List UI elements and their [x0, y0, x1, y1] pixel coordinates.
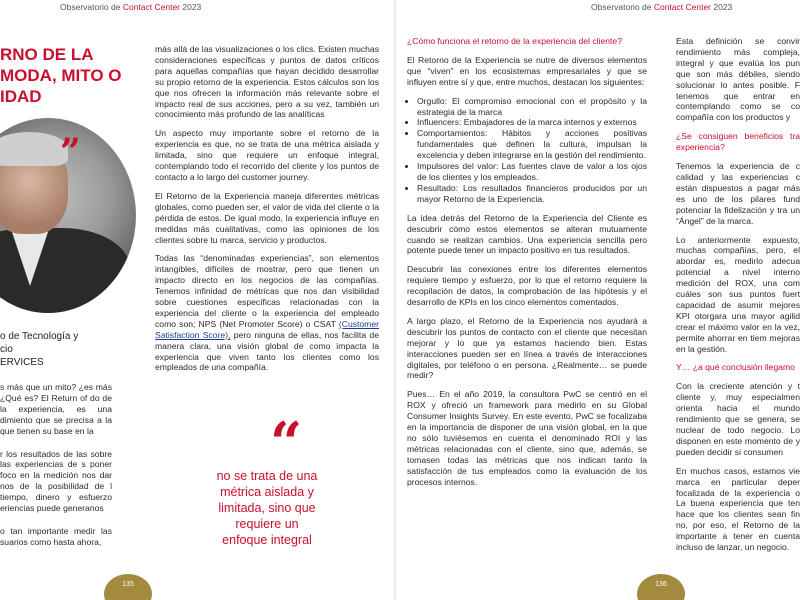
paragraph: s más que un mito? ¿es más ¿Qué es? El Return of do de la experiencia, es una dimiento que se precisa a la que tienen su base en la	[0, 382, 112, 436]
section-heading: Y… ¿a qué conclusión llegamo	[676, 362, 795, 373]
left-column-2	[155, 44, 379, 381]
list-item: • Comportamientos: Hábitos y acciones positivas fundamentales que definen la cultura, impulsan la excelencia y deben integrarse en la gestión del rendimiento.	[417, 128, 647, 161]
paragraph: Esta definición se convir rendimiento más compleja, integral y que evalúa los pun que son más débiles, siendo solucionar lo antes posible. F tenemos que entrar en contemplando como se co compañía con los productos y	[676, 36, 800, 123]
paragraph: Con la creciente atención y t cliente y, muy especialmen orienta hacia el mundo rendimiento que se genera, se nuclear de todo negocio. Lo disponen en este momento de y pueden decidir si consumen	[676, 381, 800, 457]
list-item: • Orgullo: El compromiso emocional con el propósito y la estrategia de la marca	[417, 96, 647, 118]
page-number: 135	[104, 574, 152, 600]
left-page	[0, 0, 397, 600]
section-heading: ¿Cómo funciona el retorno de la experiencia del cliente?	[407, 36, 622, 46]
right-header: Observatorio de Contact Center 2023	[591, 2, 733, 12]
list-item: • Resultado: Los resultados financieros producidos por un mayor Retorno de la Experiencia.	[417, 183, 647, 205]
paragraph: Tenemos la experiencia de c calidad y las experiencias c están dispuestos a pagar más es uno de los pilares fund potenciar la fidelización y tra un “Ángel” de la marca.	[676, 161, 800, 226]
pull-quote-mark-icon: “	[270, 410, 303, 476]
list-item: • Influencers: Embajadores de la marca internos y externos	[417, 117, 647, 128]
paragraph: Pues… En el año 2019, la consultora PwC se centró en el ROX y ofreció un framework para medirlo en su Global Consumer Insights Survey. En este evento, PwC se focalizaba en la importancia de disponer de una visión global, en la que no sólo tuviésemos en cuenta el denominado ROI y las métricas relacionadas con el cliente, sino que, además, se tomasen todas las métricas que nos indican tanto la satisfacción de tus empleados como la evaluación de los procesos internos.	[407, 389, 647, 487]
paragraph: Descubrir las conexiones entre los diferentes elementos requiere tiempo y esfuerzo, por lo que el retorno requiere la recopilación de datos, la comprobación de las hipótesis y el desarrollo de KPIs en los cinco elementos comentados.	[407, 264, 647, 308]
paragraph: Todas las “denominadas experiencias”, son elementos intangibles, difíciles de mostrar, pero que tienen un impacto directo en los negocios de las compañías. Tenemos infinidad de métricas que nos dan visibilidad sobre cuestiones específicas relacionadas con la experiencia del cliente o la experiencia del empleado como son; NPS (Net Promoter Score) o CSAT (Customer Satisfaction Score), pero ninguna de ellas, nos facilita de manera clara, una visión global de como impacta la experiencia que viven tanto los clientes como los empleados de una compañía.	[155, 253, 379, 373]
list-item: • Impulsores del valor: Las fuentes clave de valor a los ojos de los clientes y los empleados.	[417, 161, 647, 183]
author-info: o de Tecnología y cio ERVICES	[0, 331, 79, 368]
quote-mark-icon: ”	[60, 131, 81, 173]
page-number: 136	[637, 574, 685, 600]
paragraph: El Retorno de la Experiencia se nutre de diversos elementos que “viven” en los ecosistemas empresariales y que se influyen entre sí y que, entre muchos, destacan los siguientes:	[407, 54, 647, 87]
paragraph: Lo anteriormente expuesto, muchas compañías, pero, el abordar es, medirlo adecua potencial a nivel interno medición del ROX, una com cuáles son sus puntos fuert capacidad de asumir mejores KPI otorgara una mayor agilid crear el máximo valor en la vez, permite ahorrar en tiem mejoras en la gestión.	[676, 234, 800, 354]
paragraph: o tan importante medir las suarios como hasta ahora,	[0, 525, 112, 547]
left-header: Observatorio de Contact Center 2023	[60, 2, 202, 12]
paragraph: A largo plazo, el Retorno de la Experiencia nos ayudará a descubrir los puntos de contacto con el cliente que necesitan mejorar y lo que ya estamos haciendo bien. Estas interacciones pueden ser en línea a través de interacciones digitales, por teléfono o en persona. ¿Realmente… se puede medir?	[407, 315, 647, 381]
paragraph: El Retorno de la Experiencia maneja diferentes métricas globales, como pueden ser, el valor de vida del cliente o la pérdida de estos. De igual modo, la experiencia influye en medidas más cualitativas, como las opiniones de los clientes sobre tu marca, servicio y productos.	[155, 190, 379, 245]
paragraph: r los resultados de las sobre las experiencias de s poner foco en la medición nos dar nos de la posibilidad de l tiempo, dinero y esfuerzo eriencias puede generanos	[0, 448, 112, 514]
bullet-list	[407, 96, 647, 205]
left-column-1	[0, 382, 112, 556]
right-column-1	[407, 36, 647, 496]
right-page	[397, 0, 800, 600]
csat-link[interactable]: (Customer Satisfaction Score),	[155, 318, 379, 340]
pull-quote: no se trata de una métrica aislada y limitada, sino que requiere un enfoque integral	[216, 469, 318, 547]
article-title: RNO DE LA MODA, MITO O IDAD	[0, 45, 122, 106]
section-heading: ¿Se consiguen beneficios tra experiencia?	[676, 131, 800, 153]
paragraph: La idea detrás del Retorno de la Experiencia del Cliente es descubrir cómo estos elementos se alteran mutuamente cuando se realizan cambios. Una experiencia sencilla pero potente puede tener un impacto positivo en tus resultados.	[407, 212, 647, 256]
paragraph: En muchos casos, estamos vie marca en particular deper focalizada de la experiencia o La buena experiencia que ten hace que los clientes sean fin no, por eso, el Retorno de la importante a tener en cuenta incluso de lanzar, un negocio.	[676, 465, 800, 553]
paragraph: más allá de las visualizaciones o los clics. Existen muchas consideraciones específicas y puntos de datos críticos para aquellas compañías que hayan decidido desarrollar su propio retorno de la experiencia. Estos cálculos son los que nos ofrecen la información más relevante sobre el impacto real de sus acciones, pero a su vez, también un conocimiento más profundo de las analíticas	[155, 44, 379, 120]
paragraph: Un aspecto muy importante sobre el retorno de la experiencia es que, no se trata de una métrica aislada y limitada, sino que requiere un enfoque integral, contemplando todo el recorrido del cliente y los puntos de contacto a lo largo del customer journey.	[155, 128, 379, 182]
right-column-2	[676, 36, 800, 561]
